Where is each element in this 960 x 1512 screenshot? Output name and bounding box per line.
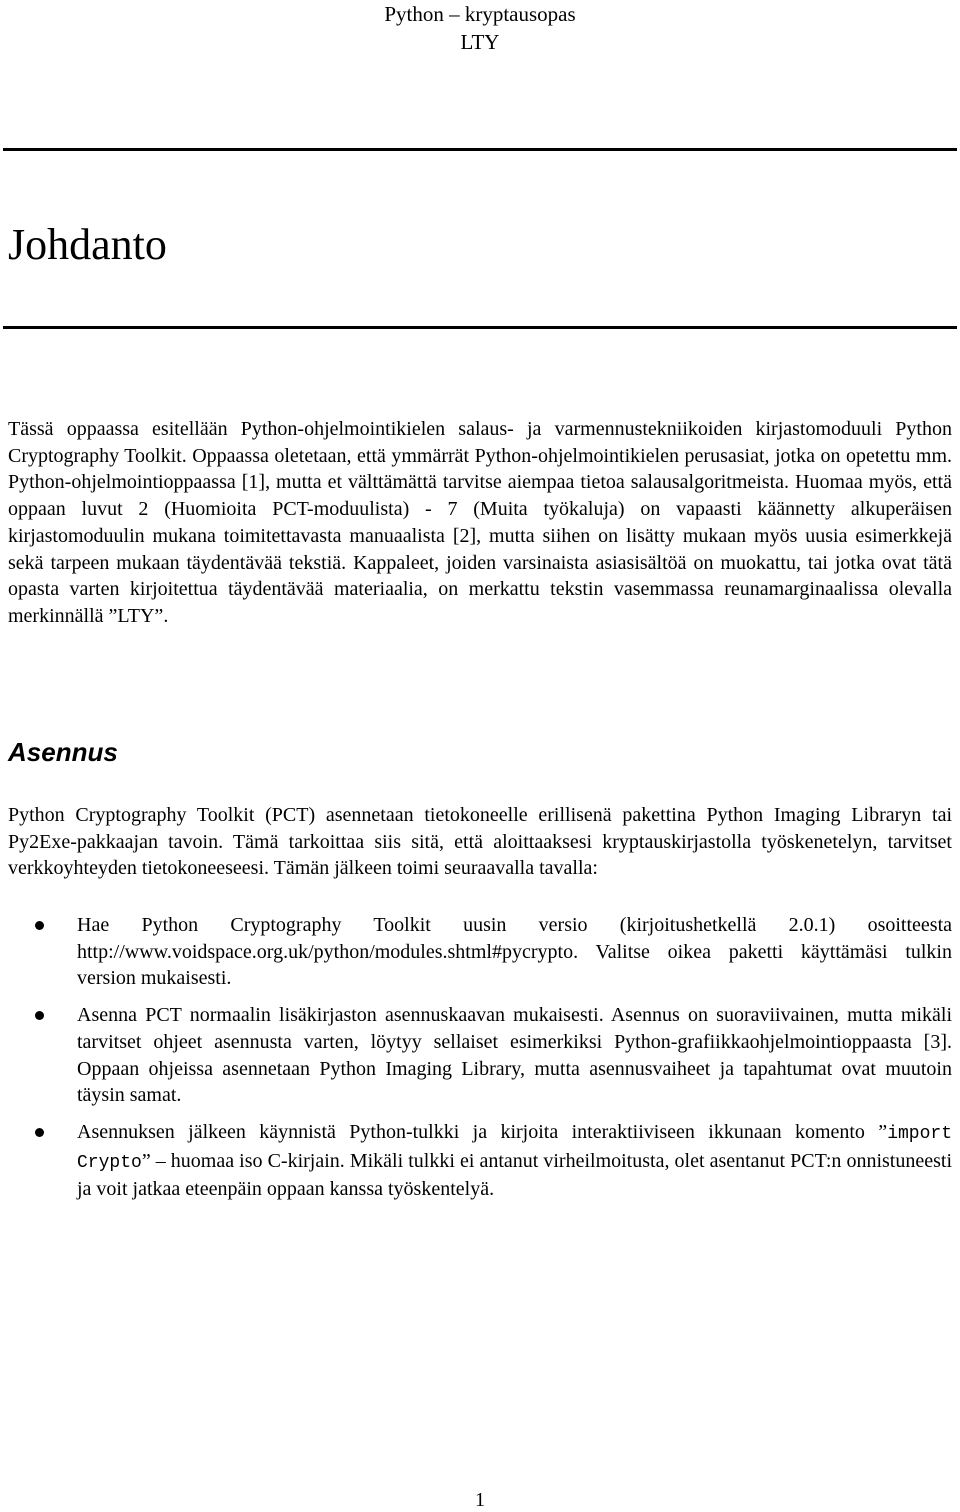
bullet-icon	[35, 1011, 44, 1020]
title-divider	[3, 326, 957, 329]
code-snippet: import Crypto	[77, 1123, 952, 1173]
list-item-text: Hae Python Cryptography Toolkit uusin versio (kirjoitushetkellä 2.0.1) osoitteesta http://www.voidspace.org.uk/python/modules.shtml#pycrypto. Valitse oikea paketti käyttämäsi tulkin version mukaisesti.	[77, 914, 952, 990]
top-divider	[3, 148, 957, 151]
chapter-title: Johdanto	[8, 220, 167, 269]
bullet-icon	[35, 1128, 44, 1137]
bullet-icon	[35, 921, 44, 930]
list-item	[0, 1119, 960, 1203]
install-steps-list	[0, 912, 960, 1213]
page-number: 1	[475, 1489, 485, 1511]
page-header	[0, 0, 960, 56]
list-item	[0, 912, 960, 992]
list-item-text-after: ” – huomaa iso C-kirjain. Mikäli tulkki ei antanut virheilmoitusta, olet asentanut PCT:n onnistuneesti ja voit jatkaa eteenpäin oppaan kanssa työskentelyä.	[77, 1149, 952, 1201]
list-item	[0, 1002, 960, 1109]
list-item-text: Asenna PCT normaalin lisäkirjaston asennuskaavan mukaisesti. Asennus on suoraviivainen, mutta mikäli tarvitset ohjeet asennusta varten, löytyy sellaiset esimerkiksi Python-grafiikkaohjelmointioppaasta [3]. Oppaan ohjeissa asennetaan Python Imaging Library, mutta asennusvaiheet ja tapahtumat ovat muutoin täysin samat.	[77, 1004, 952, 1107]
section-title: Asennus	[8, 737, 118, 767]
header-title: Python – kryptausopas	[384, 2, 576, 26]
header-subtitle: LTY	[460, 30, 500, 54]
intro-paragraph: Tässä oppaassa esitellään Python-ohjelmointikielen salaus- ja varmennustekniikoiden kirjastomoduuli Python Cryptography Toolkit. Oppaassa oletetaan, että ymmärrät Python-ohjelmointikielen perusasiat, jotka on opetettu mm. Python-ohjelmointioppaassa [1], mutta et välttämättä tarvitse aiempaa tietoa salausalgoritmeista. Huomaa myös, että oppaan luvut 2 (Huomioita PCT-moduulista) - 7 (Muita työkaluja) on vapaasti käännetty alkuperäisen kirjastomoduulin mukana toimitettavasta manuaalista [2], mutta siihen on lisätty mukaan myös uusia esimerkkejä sekä tarpeen mukaan täydentävää tekstiä. Kappaleet, joiden varsinaista asiasisältöä on muokattu, tai jotka ovat tätä opasta varten kirjoitettua täydentävää materiaalia, on merkattu tekstin vasemmassa reunamarginaalissa olevalla merkinnällä ”LTY”.	[8, 418, 952, 627]
list-item-text-before: Asennuksen jälkeen käynnistä Python-tulkki ja kirjoita interaktiiviseen ikkunaan komento ”	[77, 1120, 888, 1143]
install-paragraph: Python Cryptography Toolkit (PCT) asennetaan tietokoneelle erillisenä pakettina Python Imaging Libraryn tai Py2Exe-pakkaajan tavoin. Tämä tarkoittaa siis sitä, että aloittaaksesi kryptauskirjastolla työskenetelyn, tarvitset verkkoyhteyden tietokoneeseesi. Tämän jälkeen toimi seuraavalla tavalla:	[8, 804, 952, 880]
